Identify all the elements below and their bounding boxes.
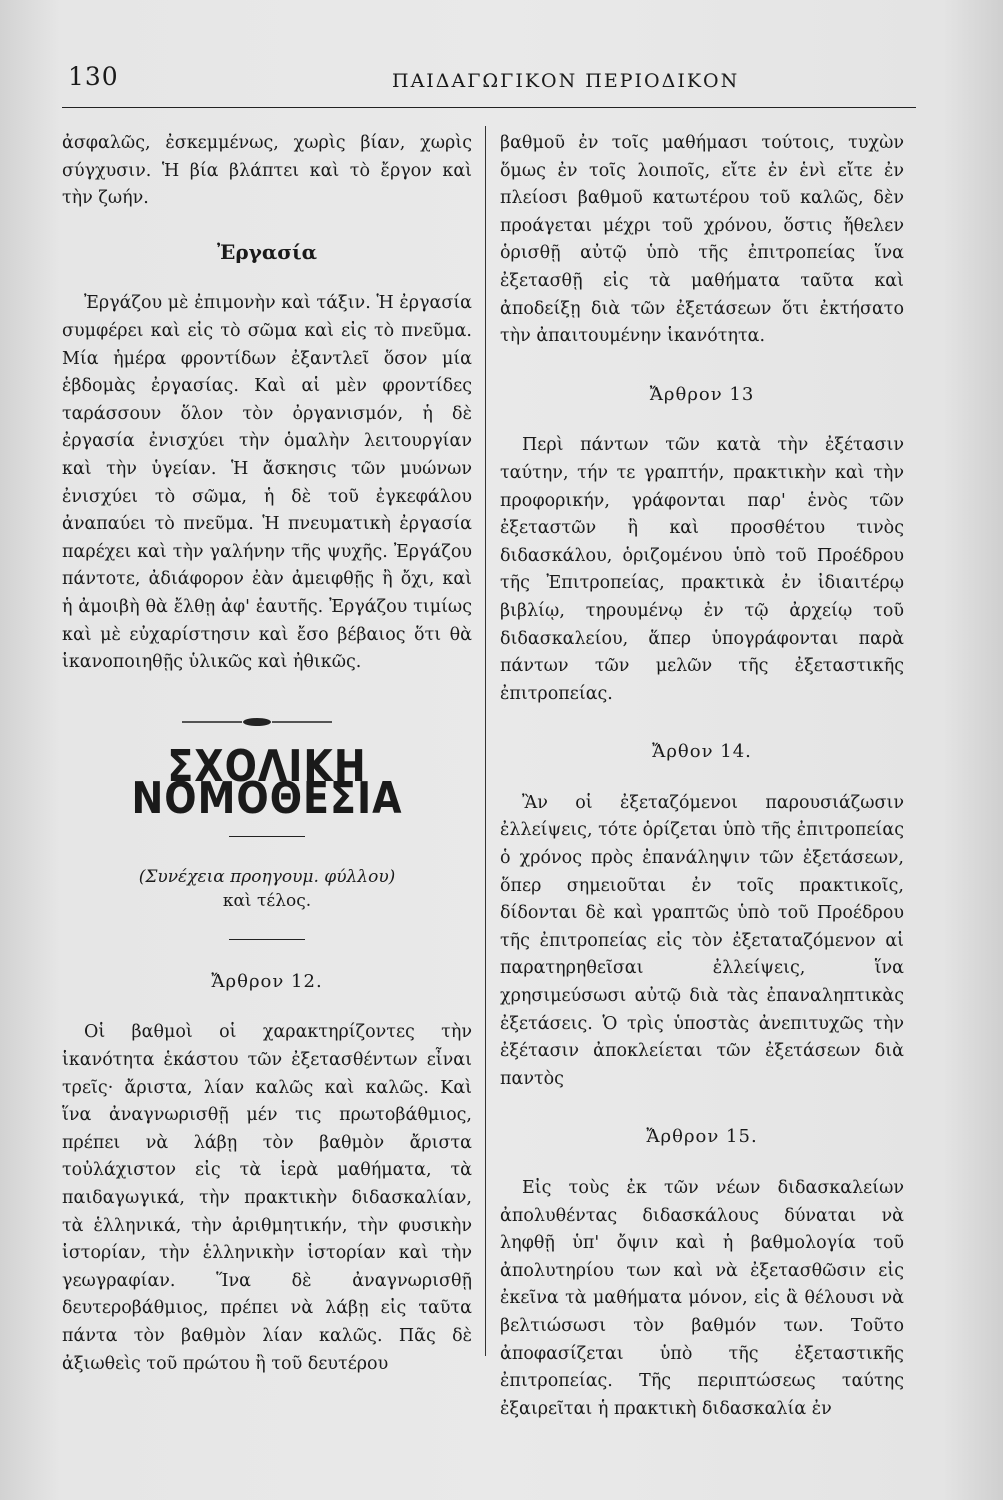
continuation-rule [229, 939, 305, 940]
right-column [500, 130, 904, 1423]
article-14-text: Ἂν οἱ ἐξεταζόμενοι παρουσιάζωσιν ἐλλείψεις, τότε ὁρίζεται ὑπὸ τῆς ἐπιτροπείας ὁ χρόνος πρὸς ἐπανάληψιν τῶν ἐξετάσεων, ὅπερ σημειοῦται ἐν τοῖς πρακτικοῖς, δίδονται δὲ καὶ γραπτῶς ὑπὸ τοῦ Προέδρου τῆς ἐπιτροπείας εἰς τὸν ἐξεταταζόμενον αἱ παρατηρηθεῖσαι ἐλλείψεις, ἵνα χρησιμεύσωσι αὐτῷ διὰ τὰς ἐπαναληπτικὰς ἐξετάσεις. Ὁ τρὶς ὑποστὰς ἀνεπιτυχῶς τὴν ἐξέτασιν ἀποκλείεται τῶν ἐξετάσεων διὰ παντὸς [500, 792, 904, 1089]
article-15-text: Εἰς τοὺς ἐκ τῶν νέων διδασκαλείων ἀπολυθέντας διδασκάλους δύναται νὰ ληφθῇ ὑπ' ὄψιν καὶ ἡ βαθμολογία τοῦ ἀπολυτηρίου των καὶ νὰ ἐξετασθῶσιν εἰς ἐκεῖνα τὰ μαθήματα μόνον, εἰς ἃ θέλουσι νὰ βελτιώσωσι τὸν βαθμόν των. Τοῦτο ἀποφασίζεται ὑπὸ τῆς ἐξεταστικῆς ἐπιτροπείας. Τῆς περιπτώσεως ταύτης ἐξαιρεῖται ἡ πρακτικὴ διδασκαλία ἐν [500, 1178, 904, 1419]
article-13-title: Ἄρθρον 13 [649, 383, 755, 405]
article-15-title: Ἄρθρον 15. [646, 1126, 758, 1148]
article-14-title: Ἄρθον 14. [652, 741, 752, 763]
article-12-title: Ἄρθρον 12. [211, 970, 323, 992]
continuation-tail: καὶ τέλος. [222, 890, 312, 911]
page-number: 130 [68, 62, 119, 91]
work-paragraph: Ἐργάζου μὲ ἐπιμονὴν καὶ τάξιν. Ἡ ἐργασία συμφέρει καὶ εἰς τὸ σῶμα καὶ εἰς τὸ πνεῦμα. Μία ἡμέρα φροντίδων ἐξαντλεῖ ὅσον μία ἑβδομὰς ἐργασίας. Καὶ αἱ μὲν φροντίδες ταράσσουν ὅλον τὸν ὀργανισμόν, ἡ δὲ ἐργασία ἐνισχύει τὴν ὁμαλὴν λειτουργίαν καὶ τὴν ὑγείαν. Ἡ ἄσκησις τῶν μυώνων ἐνισχύει τὸ σῶμα, ἡ δὲ τοῦ ἐγκεφάλου ἀναπαύει τὸ πνεῦμα. Ἡ πνευματικὴ ἐργασία παρέχει καὶ τὴν γαλήνην τῆς ψυχῆς. Ἐργάζου πάντοτε, ἀδιάφορον ἐὰν ἀμειφθῇς ἢ ὄχι, καὶ ἡ ἀμοιβὴ θὰ ἔλθῃ ἀφ' ἑαυτῆς. Ἐργάζου τιμίως καὶ μὲ εὐχαρίστησιν καὶ ἔσο βέβαιος ὅτι θὰ ἱκανοποιηθῇς ὑλικῶς καὶ ἠθικῶς. [62, 293, 472, 673]
continuation-note: (Συνέχεια προηγουμ. φύλλου) [138, 866, 396, 887]
ornament-divider [62, 711, 472, 733]
running-head [62, 62, 916, 98]
section-rule [229, 836, 305, 837]
journal-title: ΠΑΙΔΑΓΩΓΙΚΟΝ ΠΕΡΙΟΔΙΚΟΝ [392, 70, 740, 92]
work-heading: Ἐργασία [216, 239, 318, 264]
column-divider [485, 126, 486, 1356]
article-12-text: Οἱ βαθμοὶ οἱ χαρακτηρίζοντες τὴν ἱκανότητα ἑκάστου τῶν ἐξετασθέντων εἶναι τρεῖς· ἄριστα, λίαν καλῶς καὶ καλῶς. Καὶ ἵνα ἀναγνωρισθῇ μέν τις πρωτοβάθμιος, πρέπει νὰ λάβῃ τὸν βαθμὸν ἄριστα τοὐλάχιστον εἰς τὰ ἱερὰ μαθήματα, τὰ παιδαγωγικά, τὴν πρακτικὴν διδασκαλίαν, τὰ ἑλληνικά, τὴν ἀριθμητικήν, τὴν φυσικὴν ἱστορίαν, τὴν ἑλληνικὴν ἱστορίαν καὶ τὴν γεωγραφίαν. Ἵνα δὲ ἀναγνωρισθῇ δευτεροβάθμιος, πρέπει νὰ λάβῃ εἰς ταῦτα πάντα τὸν βαθμὸν λίαν καλῶς. Πᾶς δὲ ἀξιωθεὶς τοῦ πρώτου ἢ τοῦ δευτέρου [62, 1022, 472, 1374]
article-13-text: Περὶ πάντων τῶν κατὰ τὴν ἐξέτασιν ταύτην, τήν τε γραπτήν, πρακτικὴν καὶ τὴν προφορικήν, γράφονται παρ' ἑνὸς τῶν ἐξεταστῶν ἢ καὶ προσθέτου τινὸς διδασκάλου, ὁριζομένου ὑπὸ τοῦ Προέδρου τῆς Ἐπιτροπείας, πρακτικὰ ἐν ἰδιαιτέρῳ βιβλίῳ, τηρουμένῳ ἐν τῷ ἀρχείῳ τοῦ διδασκαλείου, ἅπερ ὑπογράφονται παρὰ πάντων τῶν μελῶν τῆς ἐξεταστικῆς ἐπιτροπείας. [500, 435, 904, 704]
ornament-icon [182, 715, 332, 729]
header-rule [62, 107, 916, 108]
article-12-continued: βαθμοῦ ἐν τοῖς μαθήμασι τούτοις, τυχὼν ὅμως ἐν τοῖς λοιποῖς, εἴτε ἐν ἑνὶ εἴτε ἐν πλείοσι βαθμοῦ κατωτέρου τοῦ καλῶς, δὲν προάγεται μέχρι τοῦ χρόνου, ὅστις ἤθελεν ὁρισθῇ αὐτῷ ὑπὸ τῆς ἐπιτροπείας ἵνα ἐξετασθῇ εἰς τὰ μαθήματα ταῦτα καὶ ἀποδείξῃ διὰ τῶν ἐξετάσεων ὅτι ἐκτήσατο τὴν ἀπαιτουμένην ἱκανότητα. [500, 133, 904, 347]
left-column [62, 130, 472, 1378]
section-title: ΣΧΟΛΙΚΗ ΝΟΜΟΘΕΣΙΑ [131, 740, 403, 823]
intro-paragraph: ἀσφαλῶς, ἐσκεμμένως, χωρὶς βίαν, χωρὶς σύγχυσιν. Ἡ βία βλάπτει καὶ τὸ ἔργον καὶ τὴν ζωήν. [62, 133, 472, 209]
